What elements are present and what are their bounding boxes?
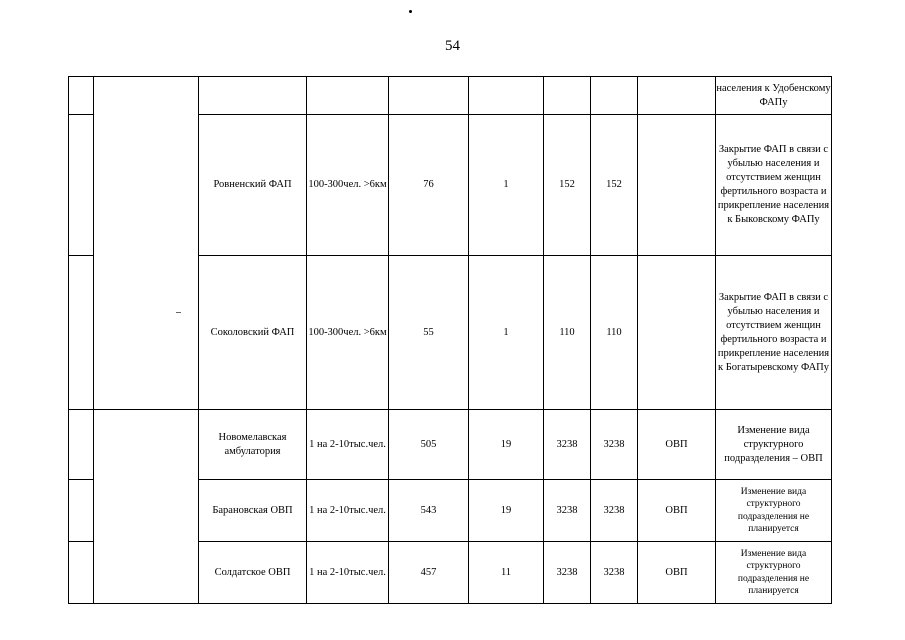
norm-cell xyxy=(307,77,389,115)
type-cell xyxy=(638,256,716,410)
facility-name-cell: Соколовский ФАП xyxy=(199,256,307,410)
population-cell: 505 xyxy=(389,410,469,480)
notes-cell: Изменение вида структурного подразделения не планируется xyxy=(716,480,832,542)
number-cell xyxy=(69,77,94,115)
table-row xyxy=(69,77,832,115)
count-cell xyxy=(469,77,544,115)
population-cell: 543 xyxy=(389,480,469,542)
count-cell: 19 xyxy=(469,410,544,480)
population-cell xyxy=(389,77,469,115)
value-cell: 3238 xyxy=(544,410,591,480)
count-cell: 1 xyxy=(469,115,544,256)
norm-cell: 100-300чел. >6км xyxy=(307,115,389,256)
norm-cell: 100-300чел. >6км xyxy=(307,256,389,410)
notes-cell: населения к Удобенскому ФАПу xyxy=(716,77,832,115)
notes-cell: Изменение вида структурного подразделения не планируется xyxy=(716,542,832,604)
population-cell: 76 xyxy=(389,115,469,256)
count-cell: 19 xyxy=(469,480,544,542)
population-cell: 457 xyxy=(389,542,469,604)
value-cell: 3238 xyxy=(544,480,591,542)
facility-name-cell: Солдатское ОВП xyxy=(199,542,307,604)
value-cell: 3238 xyxy=(591,542,638,604)
facility-name-cell: Ровненский ФАП xyxy=(199,115,307,256)
number-cell xyxy=(69,542,94,604)
notes-cell: Закрытие ФАП в связи с убылью населения и отсутствием женщин фертильного возраста и прикрепление населения к Быковскому ФАПу xyxy=(716,115,832,256)
notes-cell: Изменение вида структурного подразделения – ОВП xyxy=(716,410,832,480)
type-cell xyxy=(638,77,716,115)
type-cell: ОВП xyxy=(638,480,716,542)
facility-name-cell: Барановская ОВП xyxy=(199,480,307,542)
district-cell xyxy=(94,77,199,410)
value-cell: 3238 xyxy=(544,542,591,604)
table-row xyxy=(69,410,832,480)
norm-cell: 1 на 2-10тыс.чел. xyxy=(307,480,389,542)
type-cell: ОВП xyxy=(638,410,716,480)
value-cell xyxy=(544,77,591,115)
number-cell xyxy=(69,115,94,256)
value-cell: 152 xyxy=(591,115,638,256)
value-cell: 152 xyxy=(544,115,591,256)
value-cell: 3238 xyxy=(591,480,638,542)
facility-name-cell xyxy=(199,77,307,115)
count-cell: 1 xyxy=(469,256,544,410)
value-cell: 110 xyxy=(544,256,591,410)
stray-dot xyxy=(409,10,412,13)
value-cell: 3238 xyxy=(591,410,638,480)
count-cell: 11 xyxy=(469,542,544,604)
type-cell xyxy=(638,115,716,256)
population-cell: 55 xyxy=(389,256,469,410)
norm-cell: 1 на 2-10тыс.чел. xyxy=(307,410,389,480)
value-cell: 110 xyxy=(591,256,638,410)
number-cell xyxy=(69,480,94,542)
number-cell xyxy=(69,410,94,480)
norm-cell: 1 на 2-10тыс.чел. xyxy=(307,542,389,604)
document-table xyxy=(68,76,832,604)
notes-cell: Закрытие ФАП в связи с убылью населения и отсутствием женщин фертильного возраста и прикрепление населения к Богатыревскому ФАПу xyxy=(716,256,832,410)
district-cell xyxy=(94,410,199,604)
number-cell xyxy=(69,256,94,410)
type-cell: ОВП xyxy=(638,542,716,604)
page-number: 54 xyxy=(445,38,460,54)
value-cell xyxy=(591,77,638,115)
facility-name-cell: Новомелавская амбулатория xyxy=(199,410,307,480)
